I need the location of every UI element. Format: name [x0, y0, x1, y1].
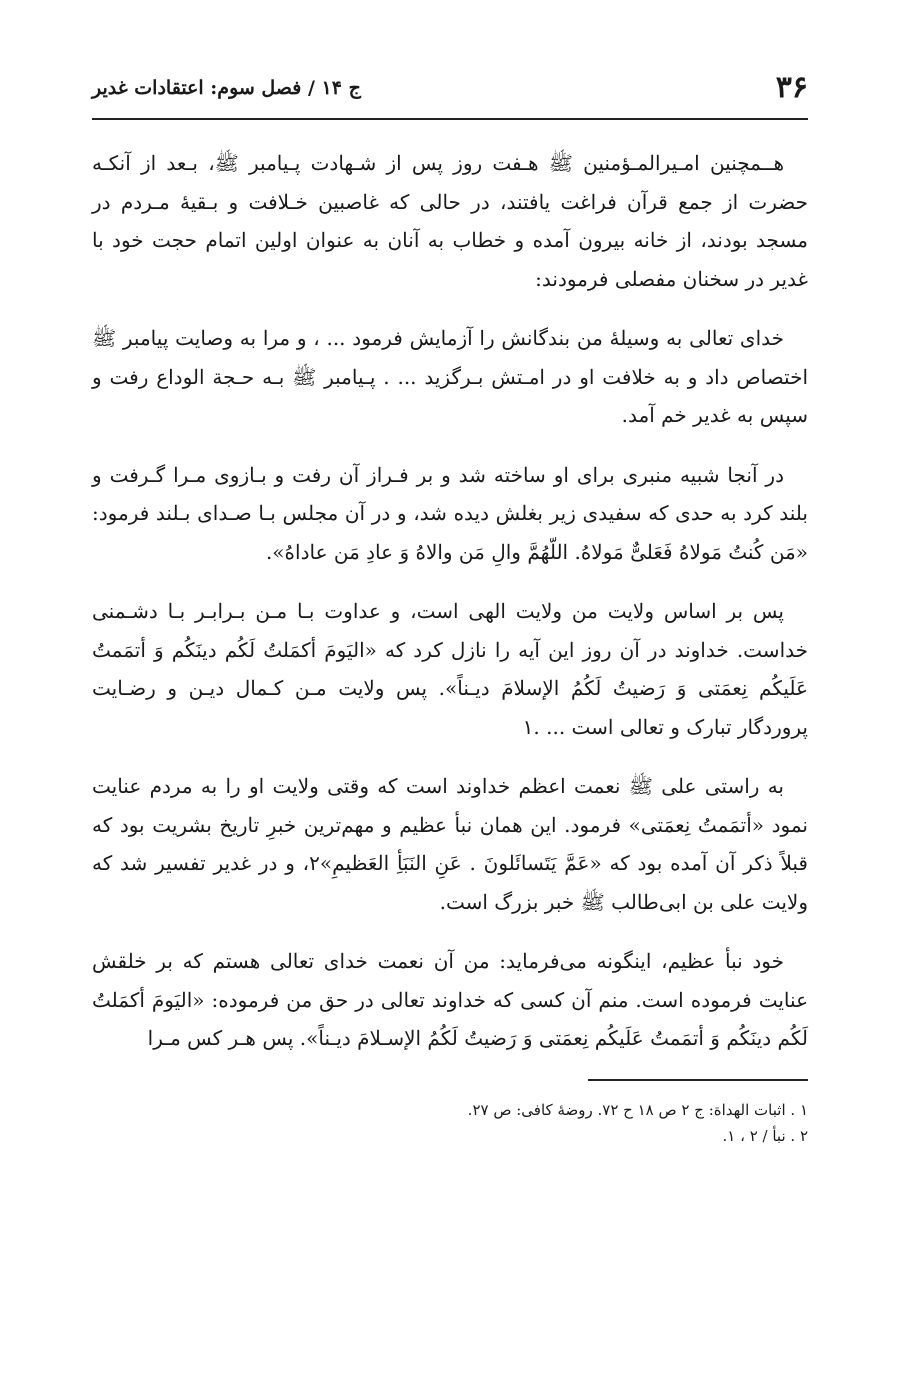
footnote-divider — [588, 1079, 808, 1081]
header-divider — [92, 118, 808, 120]
paragraph: در آنجا شبیه منبری برای او ساخته شد و بر فـراز آن رفت و بـازوی مـرا گـرفت و بلند کرد به حدی که سفیدی زیر بغلش دیده شد، و در آن مجلس بـا صـدای بـلند فرمود: «مَن کُنتُ مَولاهُ فَعَلیٌّ مَولاهُ. اللّهُمَّ والِ مَن والاهُ وَ عادِ مَن عاداهُ». — [92, 462, 808, 564]
paragraph: خدای تعالی به وسیلهٔ من بندگانش را آزمایش فرمود ... ، و مرا به وصایت پیامبر ﷺ اختصاص داد و به خلافت او در امـتش بـرگزید ... . پـیامبر ﷺ بـه حـجة الوداع رفت و سپس به غدیر خم آمد. — [92, 326, 808, 427]
page-header — [92, 60, 808, 116]
page-number: ۳۶ — [775, 70, 808, 105]
paragraph: خود نبأ عظیم، اینگونه می‌فرماید: من آن نعمت خدای تعالی هستم که بر خلقش عنایت فرموده است. منم آن کسی که خداوند تعالی در حق من فرموده: «الیَومَ أکمَلتُ لَکُم دینَکُم وَ أتمَمتُ عَلَیکُم نِعمَتی وَ رَضیتُ لَکُمُ الإسـلامَ دیـناً». پس هـر کس مـرا — [92, 949, 808, 1050]
paragraph: به راستی علی ﷺ نعمت اعظم خداوند است که وقتی ولایت او را به مردم عنایت نمود «أتمَمتُ نِعمَتی» فرمود. این همان نبأ عظیم و مهم‌ترین خبرِ تاریخ بشریت بود که قبلاً ذکر آن آمده بود که «عَمَّ یَتَسائَلونَ . عَنِ النَبَأِ العَظیمِ»۲، و در غدیر تفسیر شد که ولایت علی بن ابی‌طالب ﷺ خبر بزرگ است. — [92, 774, 808, 914]
running-title: ج ۱۴ / فصل سوم: اعتقادات غدیر — [92, 76, 361, 99]
page-body — [92, 144, 808, 1058]
footnote: ۱ . اثبات الهداة: ج ۲ ص ۱۸ ح ۷۲. روضهٔ کافی: ص ۲۷. — [467, 1100, 808, 1119]
paragraph: هــمچنین امـیرالمـؤمنین ﷺ هـفت روز پس از شـهادت پـیامبر ﷺ، بـعد از آنکـه حضرت از جمع قرآن فراغت یافتند، در حالی که غاصبین خـلافت و بـقیهٔ مـردم در مسجد بودند، از خانه بیرون آمده و خطاب به آنان به عنوان اولین اتمام حجت خود با غدیر در سخنان مفصلی فرمودند: — [92, 151, 808, 291]
paragraph: پس بر اساس ولایت من ولایت الهی است، و عداوت بـا مـن بـرابـر بـا دشـمنی خداست. خداوند در آن روز این آیه را نازل کرد که «الیَومَ أکمَلتُ لَکُم دینَکُم وَ أتمَمتُ عَلَیکُم نِعمَتی وَ رَضیتُ لَکُمُ الإسلامَ دیـناً». پس ولایت مـن کـمال دیـن و رضـایت پروردگار تبارک و تعالی است ... .۱ — [92, 599, 808, 739]
footnote: ۲ . نبأ / ۲ ، ۱. — [722, 1126, 808, 1145]
footnotes — [92, 1097, 808, 1149]
book-page — [92, 60, 808, 1360]
